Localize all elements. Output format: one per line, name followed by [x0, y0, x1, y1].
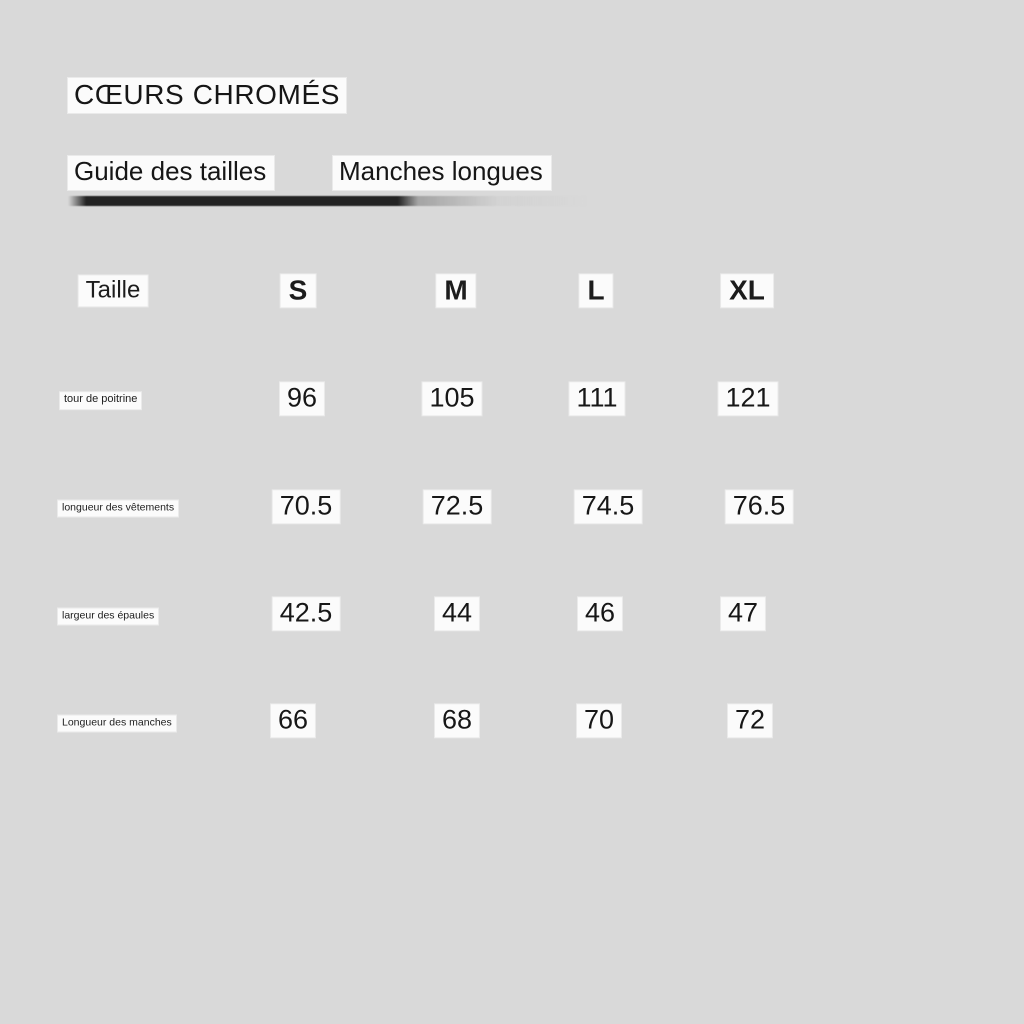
table-cell-shoulder-width-xl: 47 [721, 597, 765, 630]
table-header-m: M [436, 274, 475, 307]
brand-title: CŒURS CHROMÉS [68, 78, 346, 113]
underline-smudge [68, 196, 586, 206]
table-cell-sleeve-length-xl: 72 [728, 704, 772, 737]
table-row-label-chest: tour de poitrine [60, 389, 141, 409]
table-row-label-garment-length: longueur des vêtements [58, 497, 178, 516]
table-row-label-sleeve-length: Longueur des manches [58, 712, 176, 731]
table-cell-chest-l: 111 [569, 382, 624, 415]
table-cell-garment-length-m: 72.5 [424, 490, 491, 523]
table-cell-sleeve-length-m: 68 [435, 704, 479, 737]
table-cell-shoulder-width-m: 44 [435, 597, 479, 630]
table-cell-garment-length-s: 70.5 [273, 490, 340, 523]
subtitle-sleeve-type: Manches longues [333, 156, 551, 190]
table-header-l: L [579, 274, 612, 307]
table-cell-garment-length-l: 74.5 [575, 490, 642, 523]
table-cell-shoulder-width-s: 42.5 [273, 597, 340, 630]
table-header-s: S [281, 274, 316, 307]
table-header-xl: XL [721, 274, 773, 307]
table-row-label-shoulder-width: largeur des épaules [58, 605, 158, 624]
table-cell-chest-m: 105 [422, 382, 481, 415]
table-cell-sleeve-length-l: 70 [577, 704, 621, 737]
table-cell-shoulder-width-l: 46 [578, 597, 622, 630]
table-corner-header: Taille [79, 275, 148, 306]
subtitle-size-guide: Guide des tailles [68, 156, 274, 190]
table-cell-sleeve-length-s: 66 [271, 704, 315, 737]
table-cell-garment-length-xl: 76.5 [726, 490, 793, 523]
table-cell-chest-xl: 121 [718, 382, 777, 415]
table-cell-chest-s: 96 [280, 382, 324, 415]
